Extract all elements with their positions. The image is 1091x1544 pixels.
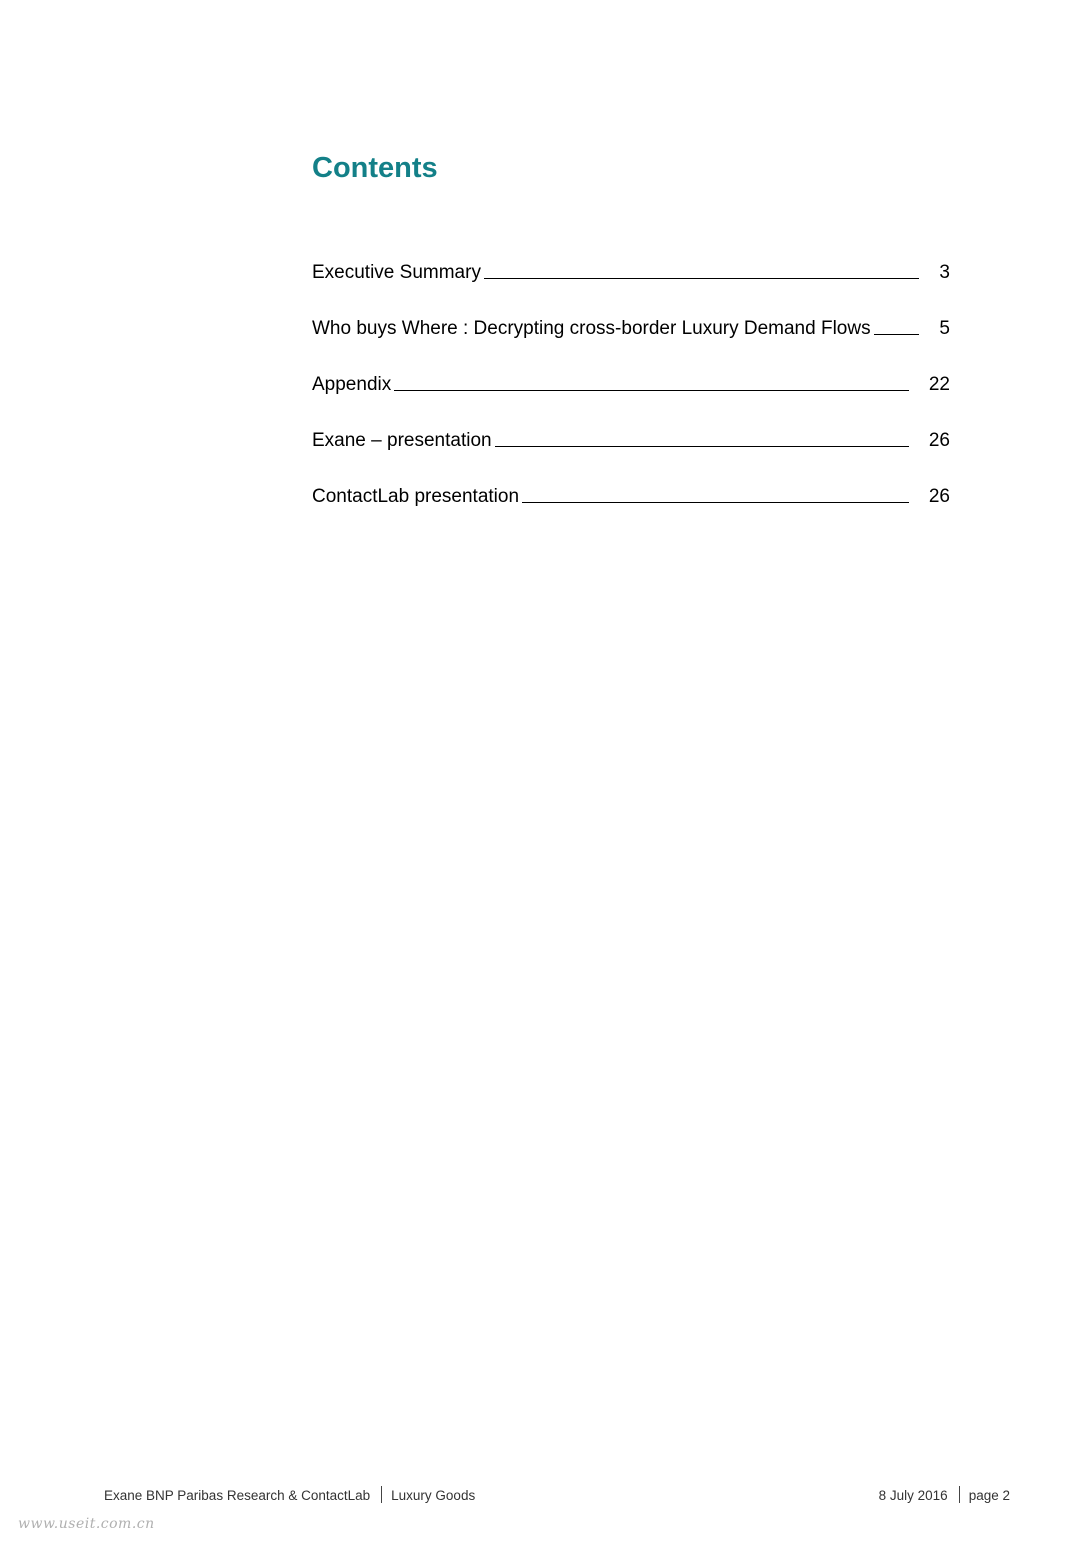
toc-entry-label: Who buys Where : Decrypting cross-border Luxury Demand Flows [312, 318, 871, 339]
toc-leader-line [874, 334, 920, 335]
toc-leader-line [484, 278, 919, 279]
watermark: www.useit.com.cn [18, 1516, 155, 1532]
footer-date: 8 July 2016 [878, 1488, 948, 1503]
toc-leader-line [495, 446, 909, 447]
toc-entry-who-buys-where[interactable] [312, 314, 950, 370]
toc-entry-label: Executive Summary [312, 262, 481, 283]
toc-entry-exane-presentation[interactable] [312, 426, 950, 482]
toc-entry-page-number: 26 [928, 486, 950, 507]
footer-separator [959, 1486, 960, 1503]
toc-entry-label: Exane – presentation [312, 430, 492, 451]
toc-leader-line [394, 390, 909, 391]
toc-entry-label: Appendix [312, 374, 392, 395]
contents-heading: Contents [312, 152, 438, 184]
toc-entry-contactlab-presentation[interactable] [312, 482, 950, 538]
toc-entry-page-number: 26 [928, 430, 950, 451]
toc-entry-appendix[interactable] [312, 370, 950, 426]
toc-entry-label: ContactLab presentation [312, 486, 520, 507]
footer-publisher: Exane BNP Paribas Research & ContactLab [104, 1488, 371, 1503]
footer-left [104, 1486, 475, 1505]
table-of-contents [312, 258, 950, 538]
toc-entry-page-number: 5 [939, 318, 950, 339]
toc-entry-executive-summary[interactable] [312, 258, 950, 314]
footer-separator [381, 1486, 382, 1503]
toc-entry-page-number: 22 [928, 374, 950, 395]
footer-right [879, 1486, 1010, 1505]
footer-page-number: page 2 [968, 1488, 1010, 1503]
toc-entry-page-number: 3 [939, 262, 950, 283]
toc-leader-line [522, 502, 909, 503]
footer-sector: Luxury Goods [391, 1488, 476, 1503]
